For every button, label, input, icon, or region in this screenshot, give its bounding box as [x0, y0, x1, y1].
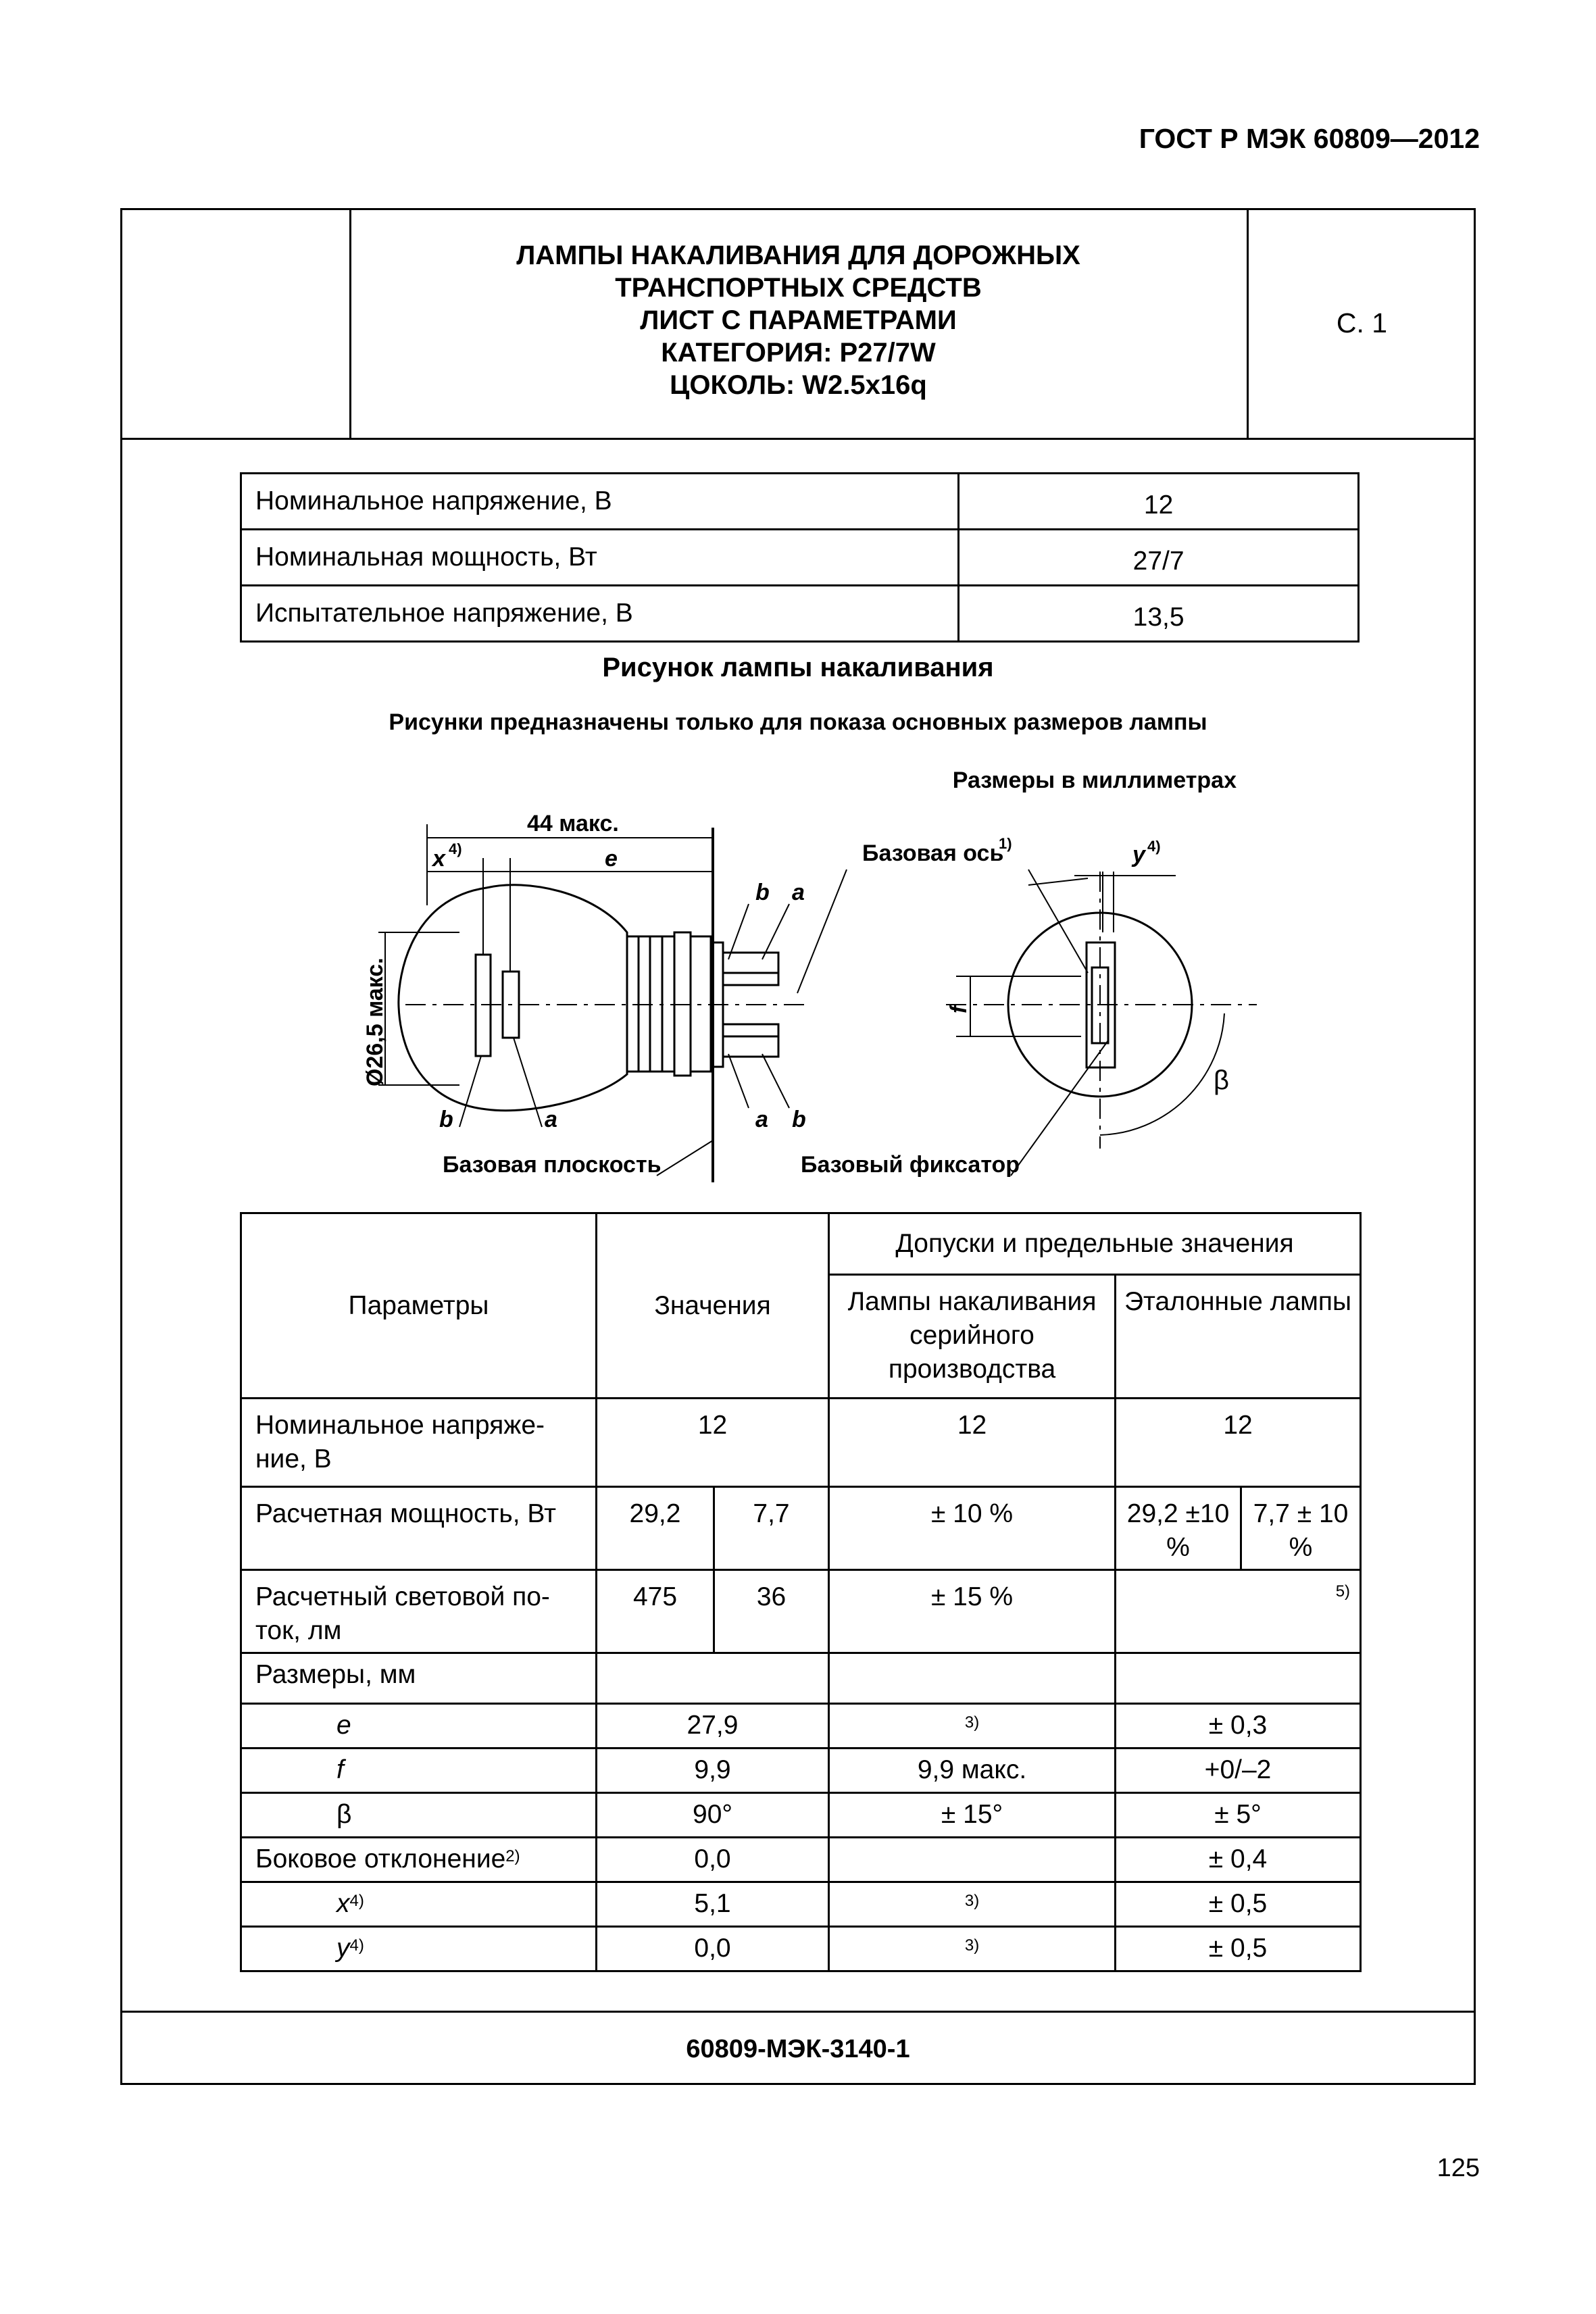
param-value-1: 475 — [597, 1570, 714, 1653]
sheet-code: 60809-МЭК-3140-1 — [686, 2035, 910, 2063]
reference-tolerance: ± 0,4 — [1116, 1838, 1361, 1882]
table-row — [241, 1838, 1361, 1882]
label-a-left: a — [545, 1107, 557, 1132]
label-b-bottom: b — [792, 1107, 806, 1132]
param-label: Номинальное напряже-ние, В — [241, 1399, 597, 1487]
rating-value: 13,5 — [959, 586, 1359, 642]
label-ref-plane: Базовая плоскость — [443, 1152, 662, 1178]
figure-note: Рисунки предназначены только для показа основных размеров лампы — [389, 709, 1207, 735]
header-params: Параметры — [241, 1213, 597, 1399]
label-x: x — [432, 846, 445, 872]
header-values: Значения — [597, 1213, 829, 1399]
param-label: f — [241, 1749, 597, 1793]
label-y-sup: 4) — [1147, 838, 1161, 855]
x-label: x — [336, 1889, 350, 1918]
label-x-sup: 4) — [449, 840, 462, 857]
param-value-2: 7,7 — [714, 1487, 829, 1570]
label-beta: β — [1214, 1065, 1230, 1095]
rating-value: 12 — [959, 474, 1359, 530]
serial-tolerance: ± 15° — [829, 1793, 1116, 1838]
label-e: e — [605, 846, 618, 872]
y-label: y — [336, 1934, 350, 1963]
label-ref-axis-sup: 1) — [999, 835, 1012, 852]
title-line-5: ЦОКОЛЬ: W2.5x16q — [670, 370, 927, 400]
contact-lower — [723, 1024, 778, 1057]
rating-value: 27/7 — [959, 530, 1359, 586]
param-label: Расчетный световой по-ток, лм — [241, 1570, 597, 1653]
table-row — [241, 1487, 1361, 1570]
empty-cell — [1116, 1653, 1361, 1704]
title-line-2: ТРАНСПОРТНЫХ СРЕДСТВ — [615, 273, 982, 303]
param-value-1: 29,2 — [597, 1487, 714, 1570]
serial-tolerance: ± 15 % — [829, 1570, 1116, 1653]
table-row — [241, 1927, 1361, 1971]
param-value: 5,1 — [597, 1882, 829, 1927]
reference-tolerance: ± 0,5 — [1116, 1882, 1361, 1927]
label-diameter: Ø26,5 макс. — [362, 957, 388, 1086]
param-value: 12 — [597, 1399, 829, 1487]
bulb-outline — [399, 885, 627, 1111]
footer-divider — [120, 2011, 1476, 2013]
param-value: 9,9 — [597, 1749, 829, 1793]
table-row — [241, 1882, 1361, 1927]
param-value: 90° — [597, 1793, 829, 1838]
table-row — [241, 1570, 1361, 1653]
title-line-1: ЛАМПЫ НАКАЛИВАНИЯ ДЛЯ ДОРОЖНЫХ — [516, 241, 1080, 270]
serial-tolerance: 12 — [829, 1399, 1116, 1487]
rating-label: Номинальное напряжение, В — [241, 474, 959, 530]
param-value: 27,9 — [597, 1704, 829, 1749]
serial-tolerance: ± 10 % — [829, 1487, 1116, 1570]
header-reference: Эталонные лампы — [1116, 1275, 1361, 1399]
label-y: y — [1132, 842, 1145, 867]
y-footnote-mark: 4) — [349, 1936, 364, 1955]
param-label: β — [241, 1793, 597, 1838]
standard-number: ГОСТ Р МЭК 60809—2012 — [1139, 123, 1480, 154]
serial-tolerance: 9,9 макс. — [829, 1749, 1116, 1793]
header-serial: Лампы накаливания серийного производства — [829, 1275, 1116, 1399]
empty-cell — [597, 1653, 829, 1704]
empty-cell — [829, 1653, 1116, 1704]
lateral-label: Боковое отклонение — [255, 1844, 506, 1873]
table-row — [241, 1793, 1361, 1838]
serial-footnote: 3) — [829, 1927, 1116, 1971]
sheet-number: С. 1 — [1336, 307, 1388, 338]
header-tolerances: Допуски и предельные значения — [829, 1213, 1361, 1275]
reference-tolerance: 12 — [1116, 1399, 1361, 1487]
label-a-bottom: a — [755, 1107, 768, 1132]
reference-tolerance-1: 29,2 ±10 % — [1116, 1487, 1241, 1570]
param-label — [241, 1927, 597, 1971]
rating-label: Номинальная мощность, Вт — [241, 530, 959, 586]
label-44: 44 макс. — [527, 811, 619, 836]
serial-footnote: 3) — [829, 1704, 1116, 1749]
param-value-2: 36 — [714, 1570, 829, 1653]
units-note: Размеры в миллиметрах — [952, 768, 1237, 793]
rating-label: Испытательное напряжение, В — [241, 586, 959, 642]
table-row — [241, 1704, 1361, 1749]
contact-upper — [723, 953, 778, 985]
label-b-top: b — [755, 880, 770, 905]
reference-tolerance-2: 7,7 ± 10 % — [1241, 1487, 1361, 1570]
title-line-3: ЛИСТ С ПАРАМЕТРАМИ — [640, 305, 957, 335]
label-f: f — [946, 1005, 972, 1013]
reference-tolerance: ± 0,5 — [1116, 1927, 1361, 1971]
page-number: 125 — [1437, 2154, 1480, 2182]
param-value: 0,0 — [597, 1838, 829, 1882]
dim-beta-arc — [1100, 1013, 1224, 1135]
label-b-left: b — [439, 1107, 453, 1132]
table-row — [241, 1213, 1361, 1275]
label-ref-lock: Базовый фиксатор — [801, 1152, 1020, 1178]
param-label — [241, 1838, 597, 1882]
reference-tolerance: +0/–2 — [1116, 1749, 1361, 1793]
param-label: Размеры, мм — [241, 1653, 597, 1704]
parameters-table — [240, 1212, 1362, 1972]
param-label — [241, 1882, 597, 1927]
lateral-footnote-mark: 2) — [505, 1847, 520, 1865]
table-row — [241, 1653, 1361, 1704]
table-row — [241, 1399, 1361, 1487]
serial-footnote: 3) — [829, 1882, 1116, 1927]
reference-tolerance: ± 5° — [1116, 1793, 1361, 1838]
param-label: Расчетная мощность, Вт — [241, 1487, 597, 1570]
title-line-4: КАТЕГОРИЯ: P27/7W — [661, 338, 936, 368]
param-value: 0,0 — [597, 1927, 829, 1971]
reference-footnote: 5) — [1116, 1570, 1361, 1653]
figure-heading: Рисунок лампы накаливания — [602, 653, 994, 682]
param-label: e — [241, 1704, 597, 1749]
x-footnote-mark: 4) — [349, 1892, 364, 1910]
label-a-top: a — [792, 880, 805, 905]
empty-cell — [829, 1838, 1116, 1882]
label-ref-axis: Базовая ось — [862, 840, 1004, 866]
table-row — [241, 1749, 1361, 1793]
reference-tolerance: ± 0,3 — [1116, 1704, 1361, 1749]
